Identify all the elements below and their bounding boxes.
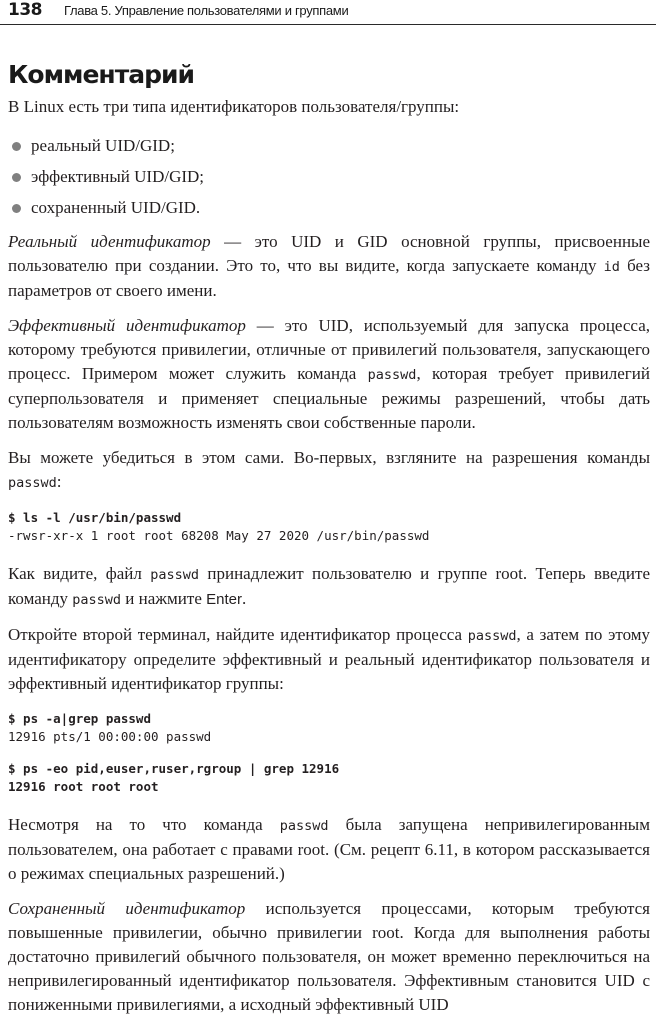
paragraph-text: , которая требует привилегий суперпользователя и применяет специальные режимы разрешений, чтобы дать пользователям возможность изменять свои собственные пароли. xyxy=(8,364,650,432)
paragraph-text: принадлежит пользователю и группе root. Теперь введите команду xyxy=(8,564,650,608)
code-command: $ ls -l /usr/bin/passwd xyxy=(8,510,182,525)
code-block-ps xyxy=(8,710,650,746)
inline-code: passwd xyxy=(367,367,417,383)
inline-code: passwd xyxy=(8,475,57,491)
code-command: $ ps -a|grep passwd xyxy=(8,711,151,726)
code-output: -rwsr-xr-x 1 root root 68208 May 27 2020 /usr/bin/passwd xyxy=(8,528,430,543)
list-item xyxy=(8,130,650,161)
code-output: 12916 pts/1 00:00:00 passwd xyxy=(8,729,212,744)
bullet-icon xyxy=(12,142,21,151)
owner-paragraph xyxy=(8,562,650,612)
intro-paragraph: В Linux есть три типа идентификаторов пользователя/группы: xyxy=(8,97,460,116)
bullet-icon xyxy=(12,204,21,213)
running-head: Глава 5. Управление пользователями и группами xyxy=(64,3,349,18)
list-item-text: эффективный UID/GID; xyxy=(31,167,205,186)
despite-paragraph xyxy=(8,813,650,886)
inline-code: id xyxy=(603,259,620,275)
paragraph-text: Как видите, файл xyxy=(8,564,151,583)
term-saved-id: Сохраненный идентификатор xyxy=(8,899,246,918)
list-item-text: сохраненный UID/GID. xyxy=(31,198,201,217)
inline-code: passwd xyxy=(150,567,200,583)
inline-code: passwd xyxy=(467,628,517,644)
list-item xyxy=(8,192,650,223)
key-name: Enter xyxy=(206,591,242,608)
paragraph-text: используется процессами, которым требуются повышенные привилегии, обычно привилегии root. Когда для выполнения работы достаточно привилегий обычного пользователя, он может временно переключиться на непривилегированный идентификатор пользователя. Эффективным становится UID с пониженными привилегиями, а исходный эффективный UID xyxy=(8,899,650,1014)
bullet-icon xyxy=(12,173,21,182)
inline-code: passwd xyxy=(279,818,329,834)
header-rule xyxy=(0,24,656,25)
id-type-list xyxy=(8,130,650,223)
page-body xyxy=(8,60,650,1028)
page-header xyxy=(0,0,656,22)
paragraph-text: без параметров от своего имени. xyxy=(8,256,650,300)
paragraph-text: . xyxy=(241,589,247,608)
real-id-paragraph xyxy=(8,230,650,303)
paragraph-text: , а затем по этому идентификатору определите эффективный и реальный идентификатор пользователя и эффективный идентификатор группы: xyxy=(8,625,651,693)
code-block-ps-eo xyxy=(8,760,650,796)
saved-id-paragraph xyxy=(8,897,650,1017)
paragraph-text: и нажмите xyxy=(121,589,207,608)
paragraph-text: Вы можете убедиться в этом сами. Во-первых, взгляните на разрешения команды xyxy=(8,448,650,467)
page-number: 138 xyxy=(8,0,42,20)
paragraph-text: была запущена непривилегированным пользователем, она работает с правами root. (См. рецепт 6.11, в котором рассказывается о режимах специальных разрешений.) xyxy=(8,815,650,883)
code-block-ls xyxy=(8,509,650,545)
list-item-text: реальный UID/GID; xyxy=(31,136,175,155)
paragraph-text: — это UID, используемый для запуска процесса, которому требуются привилегии, отличные от привилегий пользователя, запускающего процесс. Примером может служить команда xyxy=(8,316,650,383)
code-output: 12916 root root root xyxy=(8,779,159,794)
code-command: $ ps -eo pid,euser,ruser,rgroup | grep 12916 xyxy=(8,761,340,776)
inline-code: passwd xyxy=(72,592,122,608)
paragraph-text: Несмотря на то что команда xyxy=(8,815,280,834)
paragraph-text: Откройте второй терминал, найдите идентификатор процесса xyxy=(8,625,468,644)
paragraph-text: — это UID и GID основной группы, присвоенные пользователю при создании. Это то, что вы видите, когда запускаете команду xyxy=(8,232,651,275)
term-real-id: Реальный идентификатор xyxy=(8,232,211,251)
term-effective-id: Эффективный идентификатор xyxy=(8,316,246,335)
paragraph-text: : xyxy=(56,472,62,491)
check-paragraph xyxy=(8,446,650,495)
terminal-paragraph xyxy=(8,623,650,696)
list-item xyxy=(8,161,650,192)
section-heading: Комментарий xyxy=(8,60,194,89)
effective-id-paragraph xyxy=(8,314,650,435)
